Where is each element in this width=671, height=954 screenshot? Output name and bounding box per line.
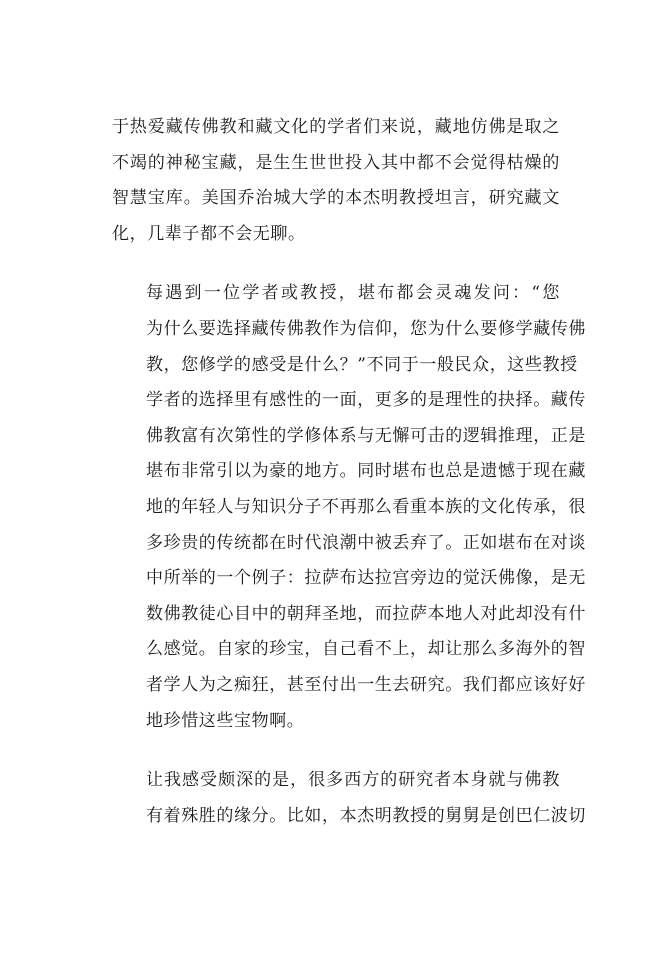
- text-line: 堪布非常引以为豪的地方。同时堪布也总是遗憾于现在藏: [146, 461, 586, 482]
- body-text: [112, 110, 586, 858]
- text-line: 者学人为之痴狂，甚至付出一生去研究。我们都应该好好: [146, 674, 586, 695]
- text-line: 有着殊胜的缘分。比如，本杰明教授的舅舅是创巴仁波切: [146, 805, 586, 826]
- text-line: 中所举的一个例子：拉萨布达拉宫旁边的觉沃佛像，是无: [146, 568, 586, 589]
- text-line: 为什么要选择藏传佛教作为信仰，您为什么要修学藏传佛: [146, 318, 586, 339]
- text-line: 于热爱藏传佛教和藏文化的学者们来说，藏地仿佛是取之: [112, 117, 560, 137]
- paragraph-3: [112, 763, 586, 834]
- text-line: 每遇到一位学者或教授，堪布都会灵魂发问：“您: [146, 283, 560, 304]
- text-line: 让我感受颇深的是，很多西方的研究者本身就与佛教: [146, 770, 560, 791]
- text-line: 化，几辈子都不会无聊。: [112, 223, 306, 244]
- text-line: 多珍贵的传统都在时代浪潮中被丢弃了。正如堪布在对谈: [146, 532, 586, 553]
- paragraph-1: [112, 110, 560, 252]
- text-line: 佛教富有次第性的学修体系与无懈可击的逻辑推理，正是: [146, 425, 586, 446]
- text-line: 不竭的神秘宝藏，是生生世世投入其中都不会觉得枯燥的: [112, 152, 560, 173]
- text-line: 智慧宝库。美国乔治城大学的本杰明教授坦言，研究藏文: [112, 188, 560, 209]
- text-line: 么感觉。自家的珍宝，自己看不上，却让那么多海外的智: [146, 639, 586, 660]
- text-line: 地珍惜这些宝物啊。: [146, 710, 305, 731]
- text-line: 学者的选择里有感性的一面，更多的是理性的抉择。藏传: [146, 390, 586, 411]
- text-line: 地的年轻人与知识分子不再那么看重本族的文化传承，很: [146, 496, 586, 517]
- text-line: 数佛教徒心目中的朝拜圣地，而拉萨本地人对此却没有什: [146, 603, 586, 624]
- text-line: 教，您修学的感受是什么？”不同于一般民众，这些教授: [146, 354, 578, 375]
- paragraph-2: [112, 276, 586, 739]
